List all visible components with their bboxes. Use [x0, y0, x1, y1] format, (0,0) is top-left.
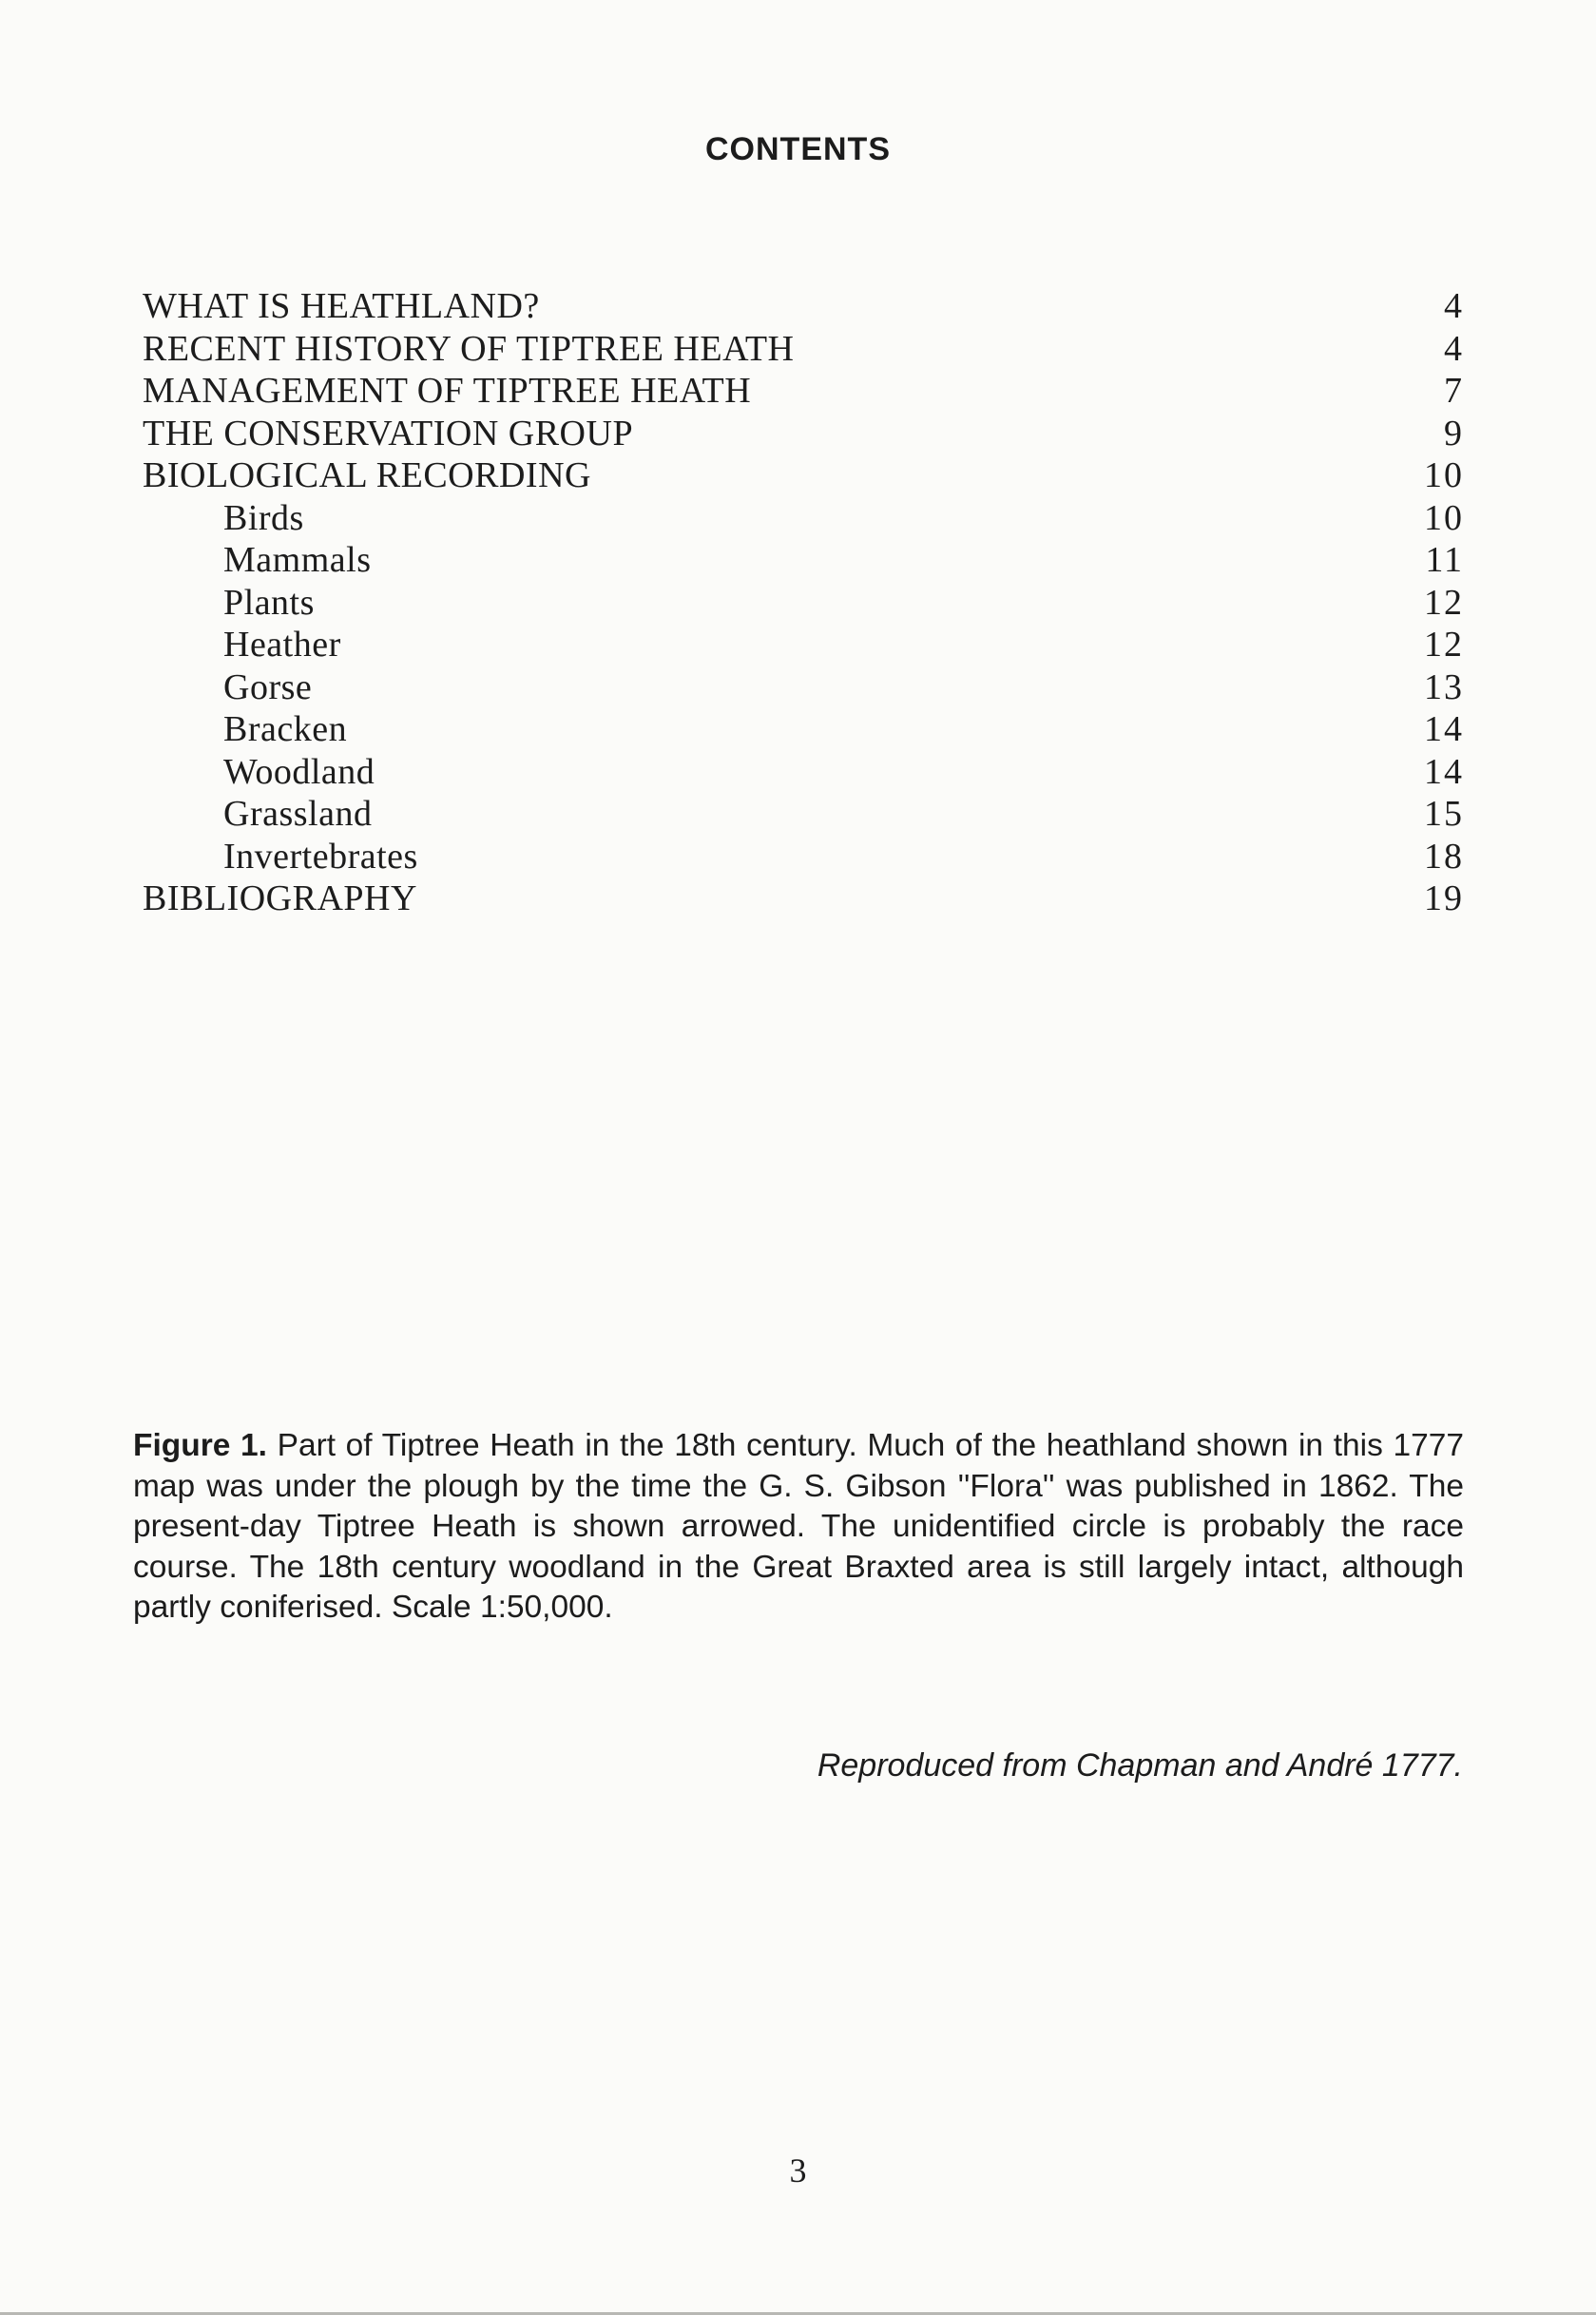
toc-entry-label: Grassland — [223, 794, 373, 834]
toc-entry — [143, 539, 1464, 582]
toc-entry-label: RECENT HISTORY OF TIPTREE HEATH — [143, 328, 795, 369]
table-of-contents — [143, 285, 1464, 920]
toc-entry-page: 14 — [1424, 751, 1464, 792]
toc-entry-page: 11 — [1425, 540, 1464, 580]
toc-entry — [143, 708, 1464, 751]
toc-entry-label: Heather — [223, 625, 341, 665]
toc-entry — [143, 454, 1464, 497]
toc-entry-page: 15 — [1424, 794, 1464, 834]
toc-entry-page: 10 — [1424, 455, 1464, 495]
figure-label: Figure 1. — [133, 1428, 267, 1463]
toc-entry — [143, 751, 1464, 794]
toc-entry-label: Birds — [223, 497, 304, 538]
toc-entry-page: 18 — [1424, 836, 1464, 877]
toc-entry-label: WHAT IS HEATHLAND? — [143, 286, 540, 326]
toc-entry — [143, 582, 1464, 625]
toc-entry-label: BIOLOGICAL RECORDING — [143, 455, 591, 495]
toc-entry-page: 9 — [1444, 413, 1464, 453]
toc-entry — [143, 666, 1464, 709]
toc-entry-label: Bracken — [223, 709, 348, 749]
toc-entry — [143, 793, 1464, 836]
toc-entry-page: 7 — [1444, 371, 1464, 411]
toc-entry — [143, 624, 1464, 666]
figure-caption — [133, 1426, 1464, 1629]
toc-entry — [143, 370, 1464, 413]
toc-entry-label: Plants — [223, 582, 315, 623]
toc-entry-label: MANAGEMENT OF TIPTREE HEATH — [143, 371, 752, 411]
toc-entry-page: 10 — [1424, 497, 1464, 538]
toc-entry — [143, 285, 1464, 328]
figure-credit: Reproduced from Chapman and André 1777. — [817, 1747, 1463, 1784]
toc-entry-page: 4 — [1444, 286, 1464, 326]
page-number: 3 — [789, 2151, 807, 2190]
toc-entry-page: 14 — [1424, 709, 1464, 749]
toc-entry — [143, 836, 1464, 878]
toc-entry — [143, 878, 1464, 920]
toc-entry-label: Invertebrates — [223, 836, 418, 877]
figure-caption-text: Part of Tiptree Heath in the 18th century. Much of the heathland shown in this 1777 map was under the plough by the time the G. S. Gibson ''Flora'' was published in 1862. The present-day Tiptree Heath is shown arrowed. The unidentified circle is probably the race course. The 18th century woodland in the Great Braxted area is still largely intact, although partly coniferised. Scale 1:50,000. — [133, 1428, 1464, 1625]
toc-entry-label: BIBLIOGRAPHY — [143, 878, 417, 918]
toc-entry-page: 13 — [1424, 666, 1464, 707]
page-title: CONTENTS — [705, 131, 891, 167]
toc-entry-page: 12 — [1424, 625, 1464, 665]
toc-entry-page: 12 — [1424, 582, 1464, 623]
toc-entry — [143, 413, 1464, 455]
toc-entry-page: 19 — [1424, 878, 1464, 918]
toc-entry-page: 4 — [1444, 328, 1464, 369]
toc-entry — [143, 497, 1464, 540]
toc-entry-label: Woodland — [223, 751, 375, 792]
toc-entry-label: Mammals — [223, 540, 372, 580]
toc-entry-label: THE CONSERVATION GROUP — [143, 413, 634, 453]
toc-entry-label: Gorse — [223, 666, 313, 707]
toc-entry — [143, 328, 1464, 371]
